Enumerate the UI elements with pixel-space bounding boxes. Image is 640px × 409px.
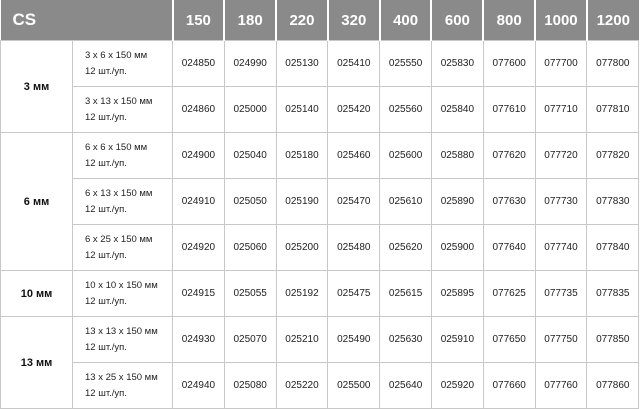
product-code-cell: 077735	[535, 271, 587, 317]
table-row	[1, 363, 639, 409]
product-code-cell: 025180	[276, 133, 328, 179]
table-row	[1, 271, 639, 317]
pack-quantity: 12 шт./уп.	[85, 387, 127, 399]
product-code-cell: 077710	[535, 87, 587, 133]
product-code-cell: 025620	[380, 225, 432, 271]
pack-quantity: 12 шт./уп.	[85, 341, 127, 353]
table-body	[1, 41, 639, 409]
product-code-cell: 024940	[173, 363, 225, 409]
product-code-cell: 025615	[380, 271, 432, 317]
table-row	[1, 225, 639, 271]
table-row	[1, 87, 639, 133]
product-code-cell: 025040	[224, 133, 276, 179]
product-code-cell: 077850	[587, 317, 639, 363]
product-code-cell: 077835	[587, 271, 639, 317]
product-code-cell: 025550	[380, 41, 432, 87]
product-code-cell: 024930	[173, 317, 225, 363]
product-code-cell: 025070	[224, 317, 276, 363]
product-code-cell: 025890	[431, 179, 483, 225]
product-code-cell: 025500	[328, 363, 380, 409]
product-code-cell: 024900	[173, 133, 225, 179]
size-header: 1000	[535, 0, 587, 41]
product-code-cell: 077625	[483, 271, 535, 317]
product-code-cell: 025220	[276, 363, 328, 409]
pack-quantity: 12 шт./уп.	[85, 157, 127, 169]
product-code-cell: 025200	[276, 225, 328, 271]
product-code-cell: 025420	[328, 87, 380, 133]
product-dimensions: 6 x 13 x 150 мм	[85, 187, 153, 199]
product-code-cell: 025840	[431, 87, 483, 133]
product-code-cell: 025600	[380, 133, 432, 179]
product-code-cell: 025900	[431, 225, 483, 271]
product-code-cell: 025640	[380, 363, 432, 409]
product-code-cell: 077830	[587, 179, 639, 225]
size-header: 400	[380, 0, 432, 41]
product-code-cell: 025190	[276, 179, 328, 225]
product-code-cell: 024915	[173, 271, 225, 317]
product-code-cell: 077600	[483, 41, 535, 87]
product-dimensions: 6 x 6 x 150 мм	[85, 141, 148, 153]
product-code-cell: 025490	[328, 317, 380, 363]
group-label: 3 мм	[1, 41, 73, 133]
product-code-cell: 077800	[587, 41, 639, 87]
product-description	[73, 179, 173, 225]
pack-quantity: 12 шт./уп.	[85, 111, 127, 123]
product-description	[73, 133, 173, 179]
product-code-cell: 077740	[535, 225, 587, 271]
product-dimensions: 3 x 13 x 150 мм	[85, 95, 153, 107]
product-code-cell: 077630	[483, 179, 535, 225]
size-header: 1200	[587, 0, 639, 41]
product-code-cell: 025895	[431, 271, 483, 317]
product-description	[73, 225, 173, 271]
product-code-cell: 025080	[224, 363, 276, 409]
group-label: 13 мм	[1, 317, 73, 409]
product-code-cell: 077700	[535, 41, 587, 87]
product-code-cell: 077650	[483, 317, 535, 363]
product-code-cell: 077660	[483, 363, 535, 409]
pack-quantity: 12 шт./уп.	[85, 203, 127, 215]
pack-quantity: 12 шт./уп.	[85, 65, 127, 77]
product-code-cell: 025630	[380, 317, 432, 363]
product-code-cell: 077720	[535, 133, 587, 179]
product-description	[73, 363, 173, 409]
product-dimensions: 6 x 25 x 150 мм	[85, 233, 153, 245]
product-code-cell: 024920	[173, 225, 225, 271]
header-row	[1, 0, 639, 41]
product-code-cell: 025920	[431, 363, 483, 409]
group-label: 6 мм	[1, 133, 73, 271]
product-code-cell: 077610	[483, 87, 535, 133]
product-description	[73, 87, 173, 133]
product-code-cell: 025470	[328, 179, 380, 225]
product-dimensions: 10 x 10 x 150 мм	[85, 279, 158, 291]
product-code-cell: 077860	[587, 363, 639, 409]
product-code-cell: 024860	[173, 87, 225, 133]
product-code-cell: 077620	[483, 133, 535, 179]
pack-quantity: 12 шт./уп.	[85, 295, 127, 307]
product-code-cell: 024850	[173, 41, 225, 87]
product-code-cell: 025140	[276, 87, 328, 133]
product-code-cell: 025050	[224, 179, 276, 225]
size-header: 180	[224, 0, 276, 41]
product-code-cell: 077760	[535, 363, 587, 409]
table-row	[1, 179, 639, 225]
product-code-cell: 025880	[431, 133, 483, 179]
product-code-cell: 025210	[276, 317, 328, 363]
product-code-cell: 077840	[587, 225, 639, 271]
table-row	[1, 41, 639, 87]
product-code-cell: 025192	[276, 271, 328, 317]
product-dimensions: 3 x 6 x 150 мм	[85, 49, 148, 61]
table-row	[1, 317, 639, 363]
size-header: 600	[431, 0, 483, 41]
product-code-cell: 025055	[224, 271, 276, 317]
product-code-cell: 025000	[224, 87, 276, 133]
size-header: 150	[173, 0, 225, 41]
product-code-cell: 077730	[535, 179, 587, 225]
product-code-cell: 025410	[328, 41, 380, 87]
product-code-cell: 025475	[328, 271, 380, 317]
product-code-cell: 025830	[431, 41, 483, 87]
product-code-cell: 025560	[380, 87, 432, 133]
product-code-cell: 025480	[328, 225, 380, 271]
product-code-cell: 025910	[431, 317, 483, 363]
product-code-cell: 077640	[483, 225, 535, 271]
product-description	[73, 41, 173, 87]
product-description	[73, 271, 173, 317]
size-header: 800	[483, 0, 535, 41]
product-code-cell: 077810	[587, 87, 639, 133]
product-code-cell: 025130	[276, 41, 328, 87]
product-description	[73, 317, 173, 363]
size-header: 320	[328, 0, 380, 41]
product-code-cell: 025060	[224, 225, 276, 271]
group-label: 10 мм	[1, 271, 73, 317]
brand-label: CS	[1, 0, 173, 41]
product-code-cell: 024910	[173, 179, 225, 225]
product-code-cell: 077750	[535, 317, 587, 363]
product-code-cell: 025460	[328, 133, 380, 179]
product-code-cell: 024990	[224, 41, 276, 87]
pack-quantity: 12 шт./уп.	[85, 249, 127, 261]
size-header: 220	[276, 0, 328, 41]
product-code-cell: 077820	[587, 133, 639, 179]
product-dimensions: 13 x 13 x 150 мм	[85, 325, 158, 337]
table-row	[1, 133, 639, 179]
product-dimensions: 13 x 25 x 150 мм	[85, 371, 158, 383]
product-code-cell: 025610	[380, 179, 432, 225]
